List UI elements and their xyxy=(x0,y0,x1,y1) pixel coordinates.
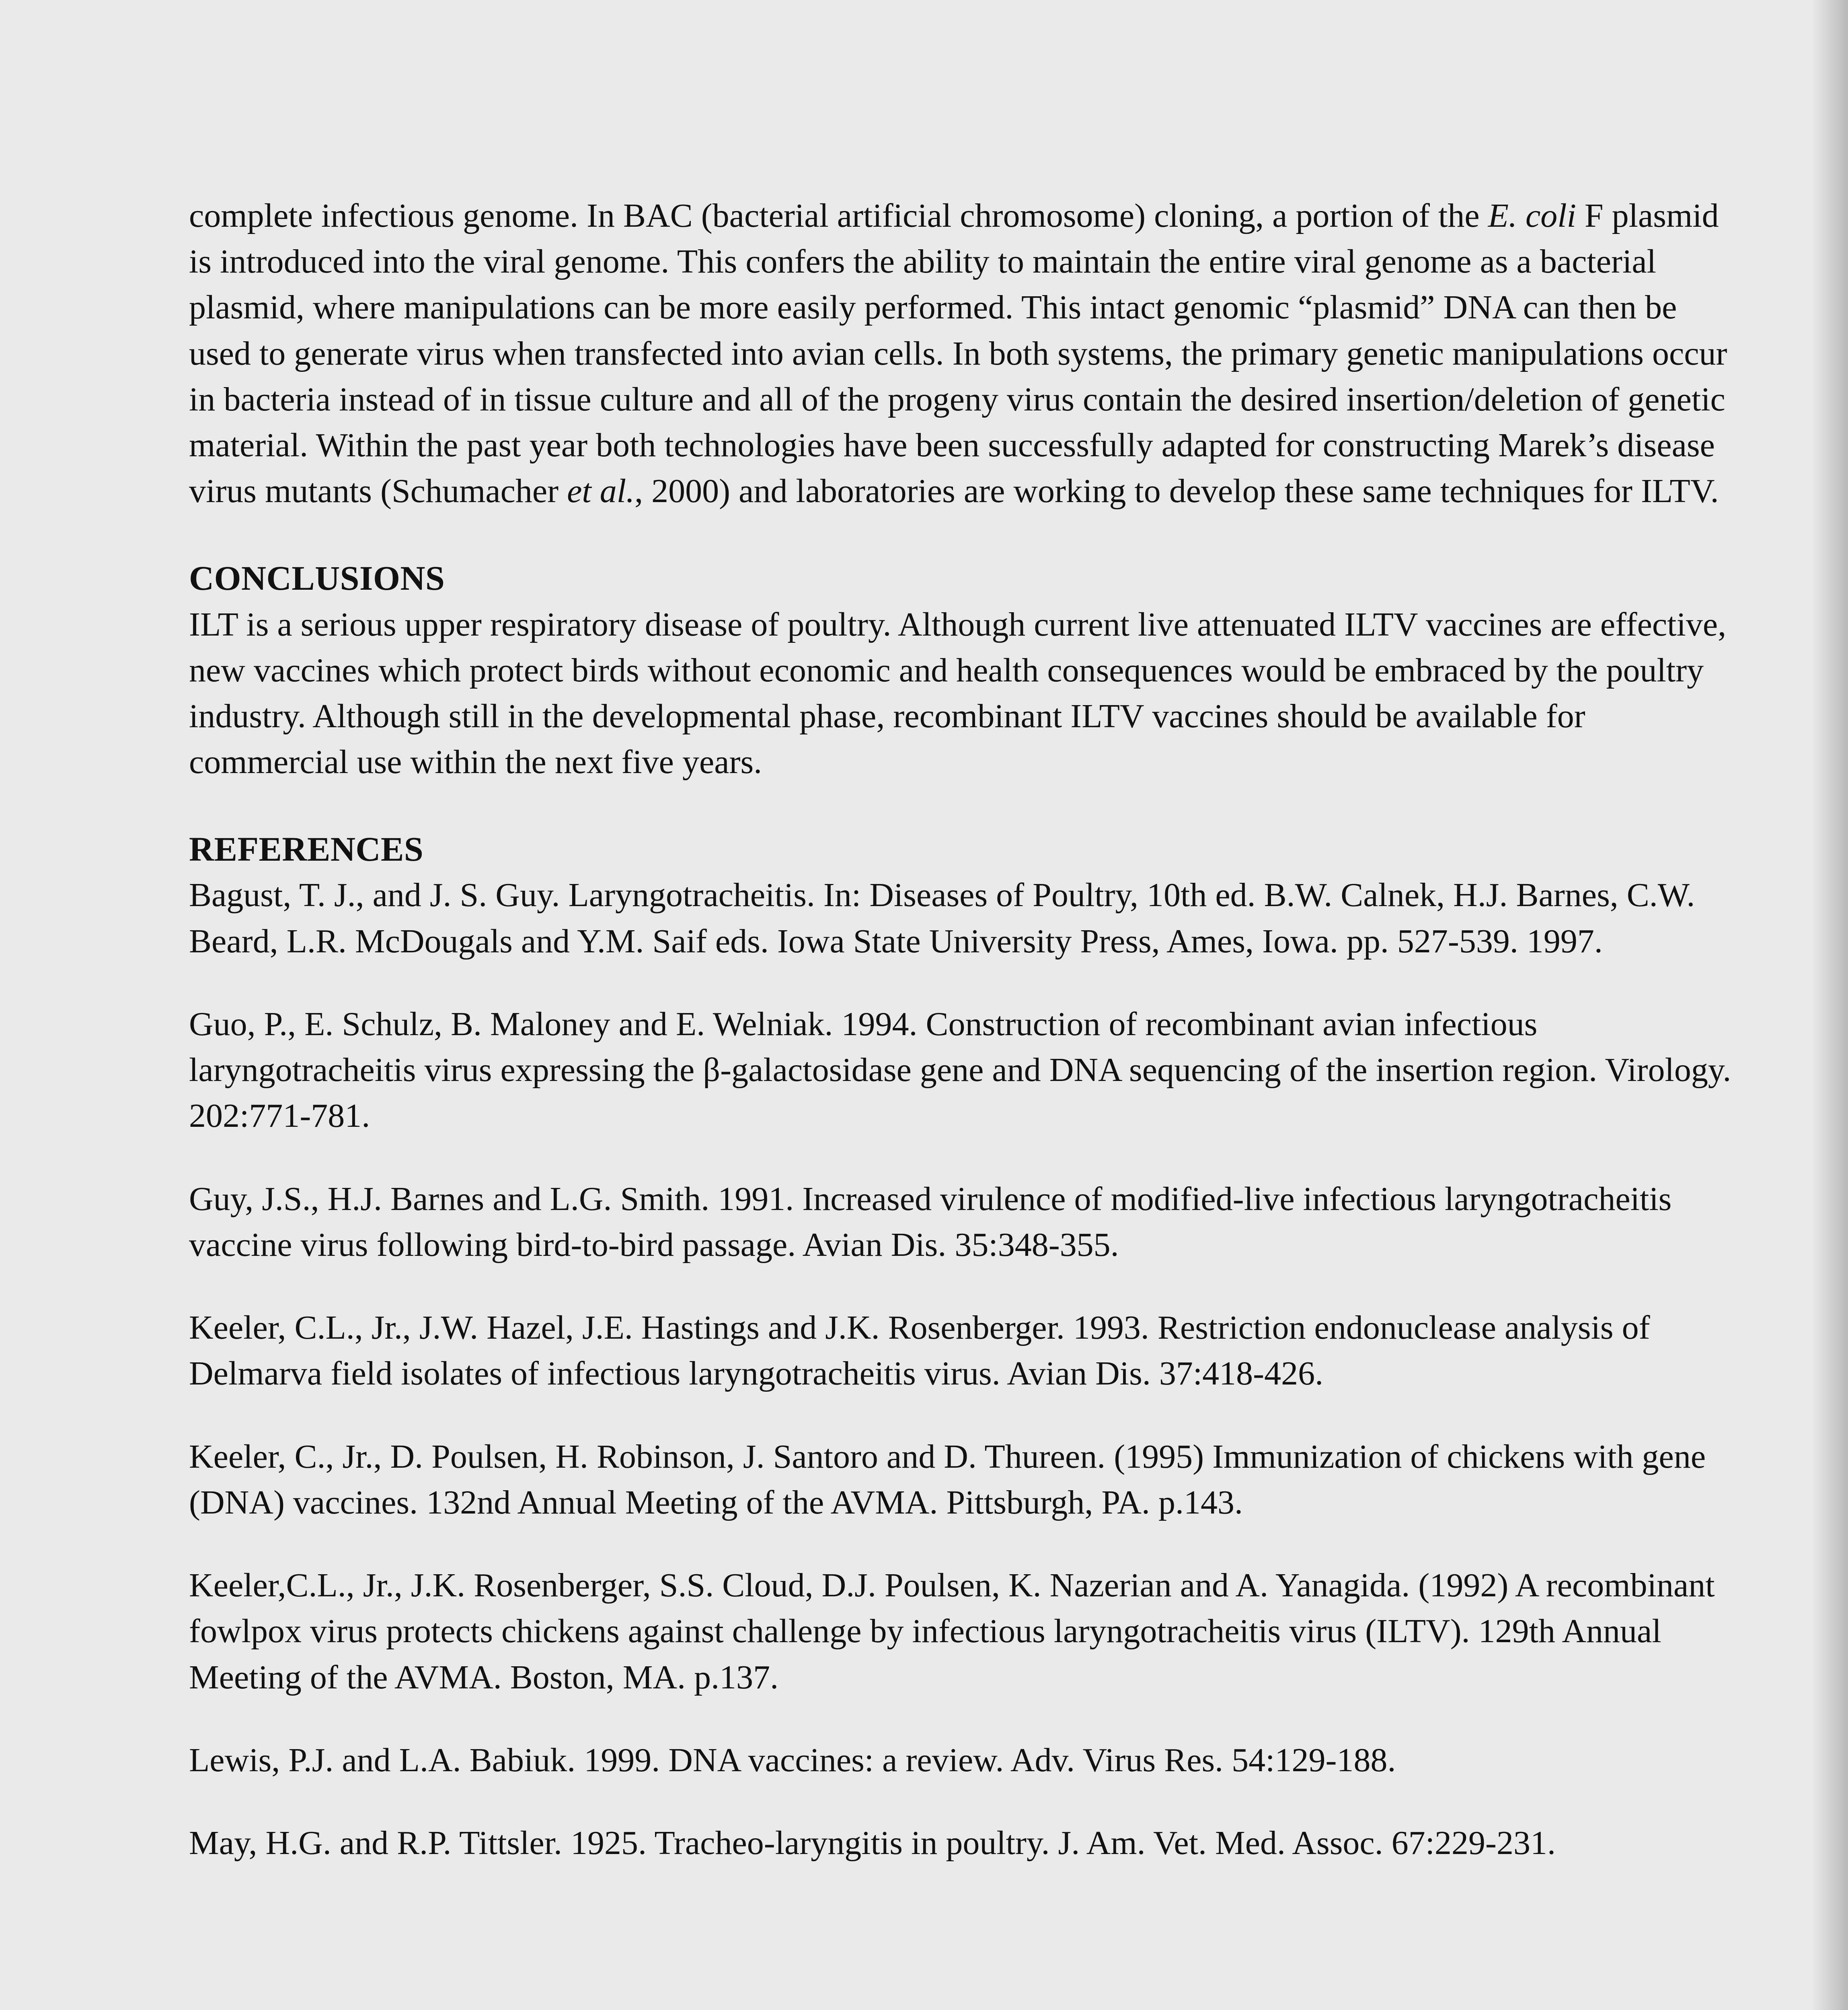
reference-item: Lewis, P.J. and L.A. Babiuk. 1999. DNA vaccines: a review. Adv. Virus Res. 54:129-188. xyxy=(189,1741,1396,1779)
reference-item: Guy, J.S., H.J. Barnes and L.G. Smith. 1991. Increased virulence of modified-live infectious laryngotracheitis vaccine virus following bird-to-bird passage. Avian Dis. 35:348-355. xyxy=(189,1180,1672,1263)
page-edge-shadow xyxy=(1812,0,1848,2010)
reference-item: Keeler,C.L., Jr., J.K. Rosenberger, S.S. Cloud, D.J. Poulsen, K. Nazerian and A. Yanagida. (1992) A recombinant fowlpox virus protects chickens against challenge by infectious laryngotracheitis virus (ILTV). 129th Annual Meeting of the AVMA. Boston, MA. p.137. xyxy=(189,1567,1715,1696)
reference-item: Guo, P., E. Schulz, B. Maloney and E. Welniak. 1994. Construction of recombinant avian infectious laryngotracheitis virus expressing the β-galactosidase gene and DNA sequencing of the insertion region. Virology. 202:771-781. xyxy=(189,1005,1731,1135)
references-heading: REFERENCES xyxy=(189,829,424,868)
intro-italic-ecoli: E. coli xyxy=(1488,197,1576,234)
intro-text-part-3: , 2000) and laboratories are working to develop these same techniques for ILTV. xyxy=(634,472,1719,510)
intro-paragraph xyxy=(189,193,1741,515)
reference-item: Keeler, C., Jr., D. Poulsen, H. Robinson, J. Santoro and D. Thureen. (1995) Immunization of chickens with gene (DNA) vaccines. 132nd Annual Meeting of the AVMA. Pittsburgh, PA. p.143. xyxy=(189,1438,1706,1521)
intro-text-part-1: complete infectious genome. In BAC (bacterial artificial chromosome) cloning, a portion of the xyxy=(189,197,1488,234)
page-content xyxy=(189,193,1741,1903)
conclusions-paragraph: ILT is a serious upper respiratory disease of poultry. Although current live attenuated ILTV vaccines are effective, new vaccines which protect birds without economic and health consequences would be embraced by the poultry industry. Although still in the developmental phase, recombinant ILTV vaccines should be available for commercial use within the next five years. xyxy=(189,605,1727,781)
intro-italic-et-al: et al. xyxy=(567,472,635,510)
conclusions-heading: CONCLUSIONS xyxy=(189,558,445,597)
reference-item: Bagust, T. J., and J. S. Guy. Laryngotracheitis. In: Diseases of Poultry, 10th ed. B.W. Calnek, H.J. Barnes, C.W. Beard, L.R. McDougals and Y.M. Saif eds. Iowa State University Press, Ames, Iowa. pp. 527-539. 1997. xyxy=(189,876,1695,960)
reference-item: Keeler, C.L., Jr., J.W. Hazel, J.E. Hastings and J.K. Rosenberger. 1993. Restriction endonuclease analysis of Delmarva field isolates of infectious laryngotracheitis virus. Avian Dis. 37:418-426. xyxy=(189,1309,1650,1393)
intro-text-part-2: F plasmid is introduced into the viral genome. This confers the ability to maintain the entire viral genome as a bacterial plasmid, where manipulations can be more easily performed. This intact genomic “plasmid” DNA can then be used to generate virus when transfected into avian cells. In both systems, the primary genetic manipulations occur in bacteria instead of in tissue culture and all of the progeny virus contain the desired insertion/deletion of genetic material. Within the past year both technologies have been successfully adapted for constructing Marek’s disease virus mutants (Schumacher xyxy=(189,197,1727,510)
reference-item: May, H.G. and R.P. Tittsler. 1925. Tracheo-laryngitis in poultry. J. Am. Vet. Med. Assoc. 67:229-231. xyxy=(189,1824,1556,1862)
